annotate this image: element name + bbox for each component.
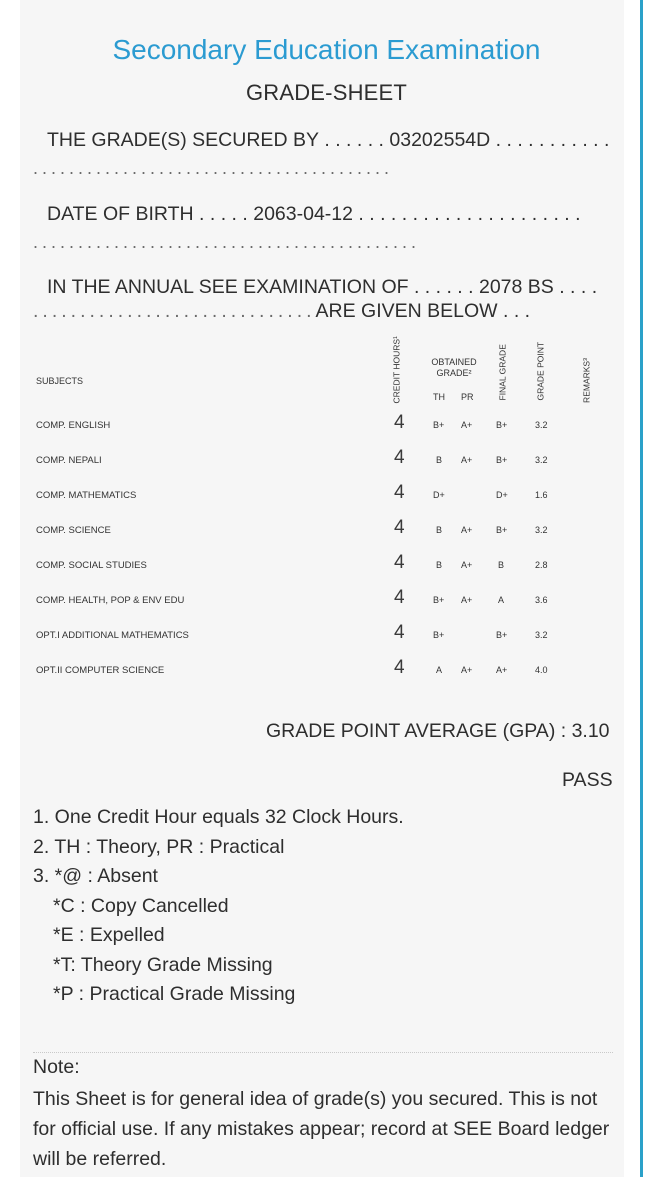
subject-name: COMP. SOCIAL STUDIES — [36, 560, 147, 571]
table-row — [0, 412, 653, 440]
th-grade: A — [436, 665, 443, 675]
col-pr: PR — [461, 392, 474, 402]
pr-grade: A+ — [461, 420, 473, 430]
th-grade: B — [436, 455, 443, 465]
gpa-value: 3.10 — [571, 720, 610, 742]
final-grade: A — [498, 595, 505, 605]
given-below-line: ..............................ARE GIVEN BELOW . . . — [33, 300, 531, 322]
pr-grade: A+ — [461, 665, 473, 675]
footnote-item: *P : Practical Grade Missing — [53, 983, 296, 1005]
result-status: PASS — [562, 769, 613, 791]
footnote-item: 3. *@ : Absent — [33, 865, 158, 887]
subject-name: COMP. SCIENCE — [36, 525, 111, 536]
grade-point: 3.2 — [535, 455, 548, 465]
credit-hours: 4 — [394, 552, 405, 573]
exam-label: IN THE ANNUAL SEE EXAMINATION OF — [47, 276, 409, 298]
exam-title: Secondary Education Examination — [112, 34, 541, 65]
th-grade: B+ — [433, 420, 445, 430]
gpa-label: GRADE POINT AVERAGE (GPA) : — [266, 720, 567, 742]
note-body: This Sheet is for general idea of grade(s) you secured. This is not for official use. If any mistakes appear; record at SEE Board ledger will be referred. — [33, 1088, 610, 1170]
subject-name: OPT.I ADDITIONAL MATHEMATICS — [36, 630, 189, 641]
final-grade: B+ — [496, 630, 508, 640]
footnote-item: *T: Theory Grade Missing — [53, 953, 273, 976]
footnote-item: *C : Copy Cancelled — [53, 894, 229, 917]
footnotes — [33, 806, 404, 1013]
grade-point: 1.6 — [535, 490, 548, 500]
table-row — [0, 587, 653, 615]
pr-grade: A+ — [461, 455, 473, 465]
grade-point: 3.2 — [535, 630, 548, 640]
subject-name: COMP. NEPALI — [36, 455, 102, 466]
col-subjects: SUBJECTS — [36, 376, 84, 386]
col-th: TH — [433, 392, 445, 402]
credit-hours: 4 — [394, 622, 405, 643]
subject-name: COMP. MATHEMATICS — [36, 490, 137, 501]
symbol-number: 03202554D — [389, 129, 491, 151]
exam-year: 2078 BS — [478, 276, 554, 298]
dob-value: 2063-04-12 — [253, 203, 353, 225]
th-grade: D+ — [433, 490, 445, 500]
pr-grade: A+ — [461, 525, 473, 535]
dob-label: DATE OF BIRTH — [47, 203, 194, 225]
footnote-item: 1. One Credit Hour equals 32 Clock Hours. — [33, 806, 404, 828]
table-row — [0, 482, 653, 510]
given-below-label: ARE GIVEN BELOW — [315, 300, 498, 322]
credit-hours: 4 — [394, 517, 405, 538]
final-grade: B+ — [496, 525, 508, 535]
subject-name: COMP. HEALTH, POP & ENV EDU — [36, 595, 185, 606]
footnote-item: 2. TH : Theory, PR : Practical — [33, 835, 285, 858]
col-obtained-grade: OBTAINED GRADE² — [431, 357, 477, 378]
th-grade: B+ — [433, 630, 445, 640]
th-grade: B+ — [433, 595, 445, 605]
table-row — [0, 517, 653, 545]
note-heading: Note: — [33, 1056, 80, 1078]
grade-point: 3.2 — [535, 420, 548, 430]
table-row — [0, 447, 653, 475]
col-grade-point: GRADE POINT — [535, 341, 546, 401]
col-remarks: REMARKS³ — [581, 358, 592, 403]
credit-hours: 4 — [394, 412, 405, 433]
final-grade: B+ — [496, 420, 508, 430]
grade-point: 3.2 — [535, 525, 548, 535]
credit-hours: 4 — [394, 447, 405, 468]
secured-by-label: THE GRADE(S) SECURED BY — [47, 129, 319, 151]
grade-point: 2.8 — [535, 560, 548, 570]
th-grade: B — [436, 525, 443, 535]
gpa-line — [266, 720, 610, 743]
sheet-subtitle: GRADE-SHEET — [245, 80, 408, 105]
footnote-item: *E : Expelled — [53, 924, 165, 946]
subject-name: COMP. ENGLISH — [36, 420, 111, 431]
th-grade: B — [436, 560, 443, 570]
pr-grade: A+ — [461, 560, 473, 570]
secured-by-line: THE GRADE(S) SECURED BY . . . . . . 03202554D . . . . . . . . . . . — [47, 129, 610, 151]
credit-hours: 4 — [394, 482, 405, 503]
credit-hours: 4 — [394, 657, 405, 678]
credit-hours: 4 — [394, 587, 405, 608]
col-final-grade: FINAL GRADE — [497, 344, 508, 401]
grade-point: 3.6 — [535, 595, 548, 605]
grade-point: 4.0 — [535, 665, 548, 675]
final-grade: B+ — [496, 455, 508, 465]
dotted-line: ........................................ — [33, 158, 394, 178]
dotted-line: ........................................... — [33, 232, 421, 252]
exam-line: IN THE ANNUAL SEE EXAMINATION OF . . . . . . 2078 BS . . . . — [47, 276, 598, 298]
table-row — [0, 657, 653, 685]
subject-name: OPT.II COMPUTER SCIENCE — [36, 665, 165, 676]
col-credit-hours: CREDIT HOURS¹ — [391, 336, 402, 404]
table-row — [0, 552, 653, 580]
note-divider — [33, 1052, 613, 1053]
dob-line: DATE OF BIRTH . . . . . 2063-04-12 . . . . . . . . . . . . . . . . . . . . . — [47, 203, 581, 225]
table-row — [0, 622, 653, 650]
final-grade: A+ — [496, 665, 508, 675]
pr-grade: A+ — [461, 595, 473, 605]
final-grade: D+ — [496, 490, 508, 500]
final-grade: B — [498, 560, 505, 570]
